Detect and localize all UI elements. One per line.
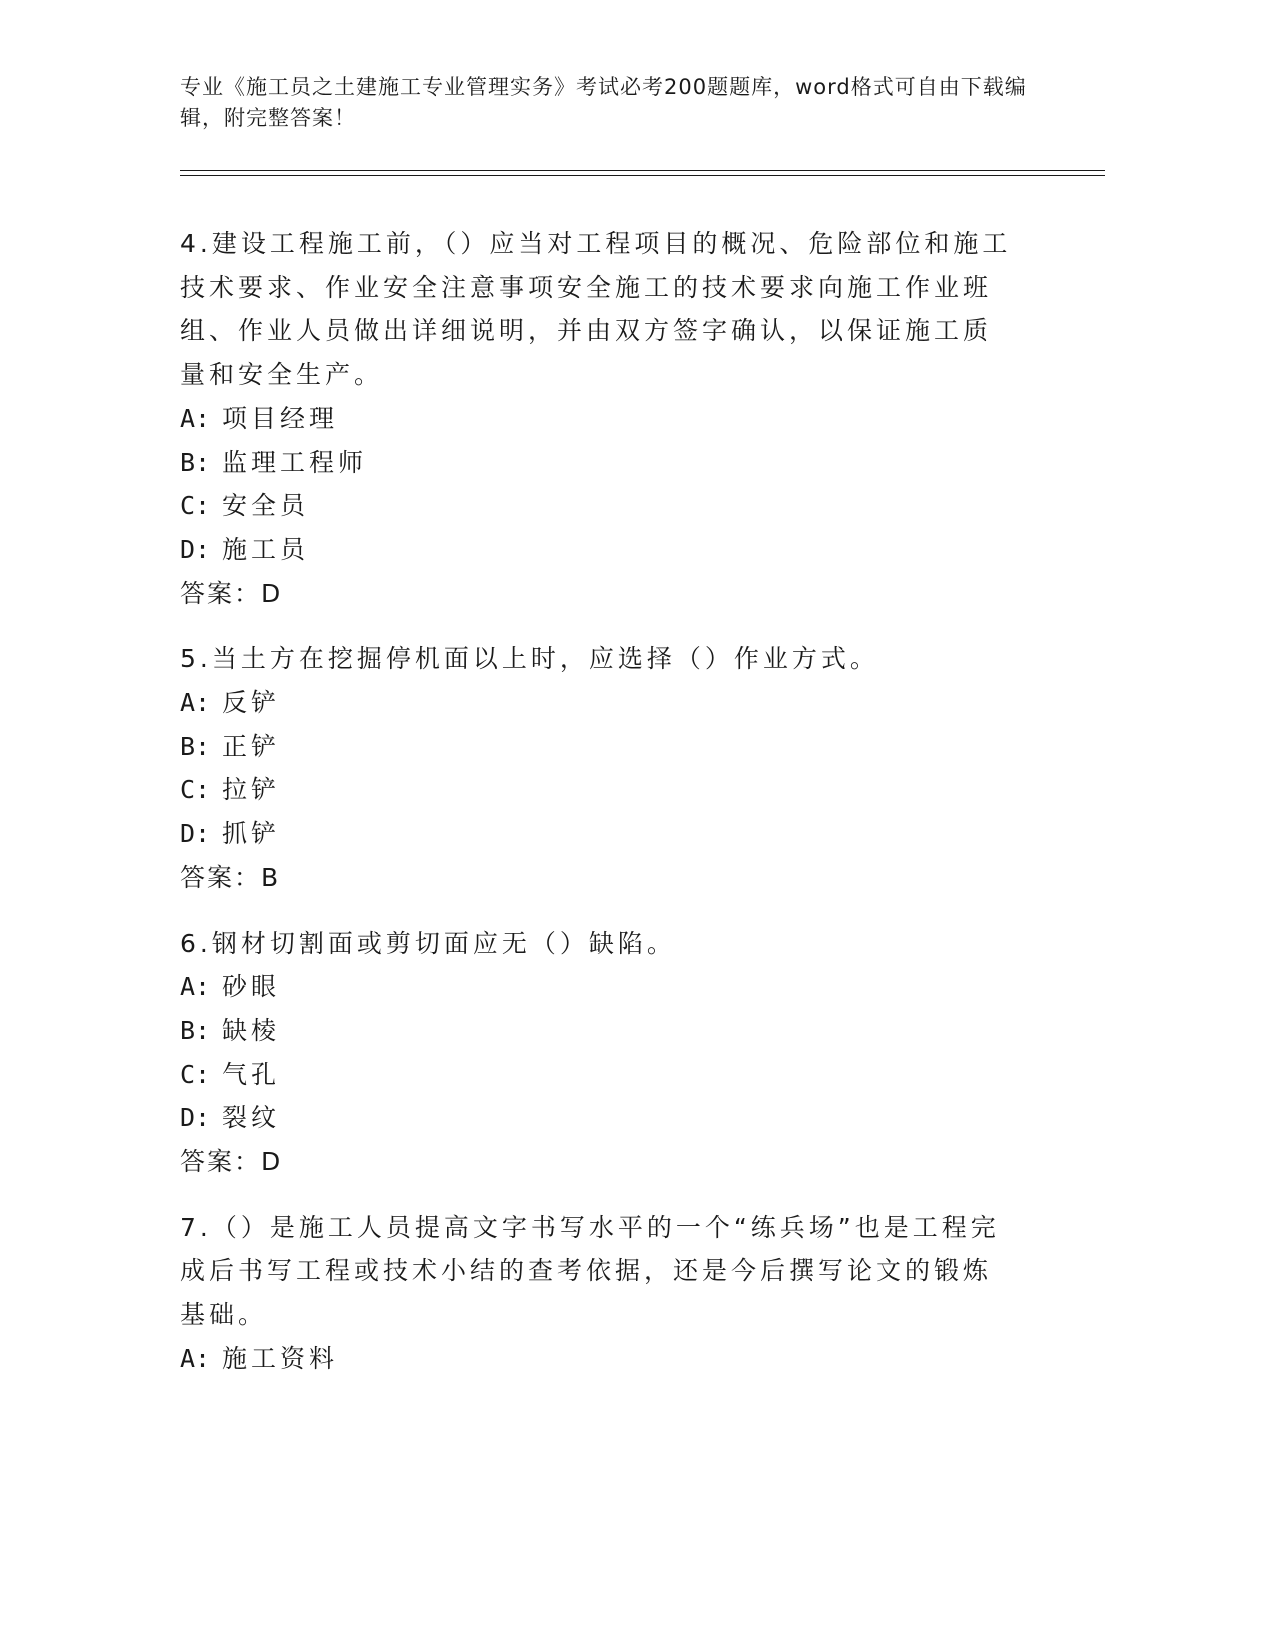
option-text: 施工资料 <box>222 1343 339 1373</box>
option-key: B: <box>180 731 211 761</box>
option-key: C: <box>180 1059 211 1089</box>
option-text: 安全员 <box>222 491 310 521</box>
option-text: 缺棱 <box>222 1015 281 1045</box>
option-key: C: <box>180 491 211 521</box>
option-key: A: <box>180 972 211 1002</box>
option-text: 正铲 <box>222 731 281 761</box>
answer-line: 答案：B <box>180 862 281 892</box>
option-text: 反铲 <box>222 688 281 718</box>
option-c <box>180 484 1020 528</box>
option-c <box>180 1053 1020 1097</box>
document-header: 专业《施工员之土建施工专业管理实务》考试必考200题题库，word格式可自由下载编辑，附完整答案！ <box>180 75 1027 130</box>
question-5 <box>180 637 1020 899</box>
option-list <box>180 1337 1020 1381</box>
option-a <box>180 397 1020 441</box>
option-text: 抓铲 <box>222 819 281 849</box>
option-text: 施工员 <box>222 534 310 564</box>
option-d <box>180 528 1020 572</box>
option-b <box>180 441 1020 485</box>
question-stem: 7.（）是施工人员提高文字书写水平的一个“练兵场”也是工程完成后书写工程或技术小结的查考依据，还是今后撰写论文的锻炼基础。 <box>180 1212 1000 1330</box>
option-text: 拉铲 <box>222 775 281 805</box>
option-key: B: <box>180 447 211 477</box>
option-key: B: <box>180 1015 211 1045</box>
option-text: 裂纹 <box>222 1103 281 1133</box>
option-c <box>180 768 1020 812</box>
question-stem: 5.当土方在挖掘停机面以上时，应选择（）作业方式。 <box>180 644 879 674</box>
option-b <box>180 1009 1020 1053</box>
option-key: A: <box>180 688 211 718</box>
option-key: D: <box>180 1103 211 1133</box>
option-text: 气孔 <box>222 1059 281 1089</box>
header-divider-bottom <box>180 175 1105 176</box>
option-key: D: <box>180 534 211 564</box>
question-stem: 6.钢材切割面或剪切面应无（）缺陷。 <box>180 928 676 958</box>
option-key: D: <box>180 819 211 849</box>
option-key: A: <box>180 403 211 433</box>
option-text: 监理工程师 <box>222 447 368 477</box>
option-list <box>180 681 1020 856</box>
option-a <box>180 681 1020 725</box>
option-text: 项目经理 <box>222 403 339 433</box>
option-a <box>180 965 1020 1009</box>
option-b <box>180 725 1020 769</box>
question-7 <box>180 1206 1020 1381</box>
option-d <box>180 1096 1020 1140</box>
option-key: C: <box>180 775 211 805</box>
option-list <box>180 397 1020 572</box>
answer-line: 答案：D <box>180 578 283 608</box>
question-6 <box>180 922 1020 1184</box>
header-divider-top <box>180 170 1105 171</box>
question-stem: 4.建设工程施工前，（）应当对工程项目的概况、危险部位和施工技术要求、作业安全注意事项安全施工的技术要求向施工作业班组、作业人员做出详细说明，并由双方签字确认，以保证施工质量和安全生产。 <box>180 229 1012 390</box>
option-list <box>180 965 1020 1140</box>
option-a <box>180 1337 1020 1381</box>
question-4 <box>180 222 1020 615</box>
option-key: A: <box>180 1343 211 1373</box>
option-text: 砂眼 <box>222 972 281 1002</box>
answer-line: 答案：D <box>180 1147 283 1177</box>
option-d <box>180 812 1020 856</box>
question-list <box>180 222 1020 1403</box>
